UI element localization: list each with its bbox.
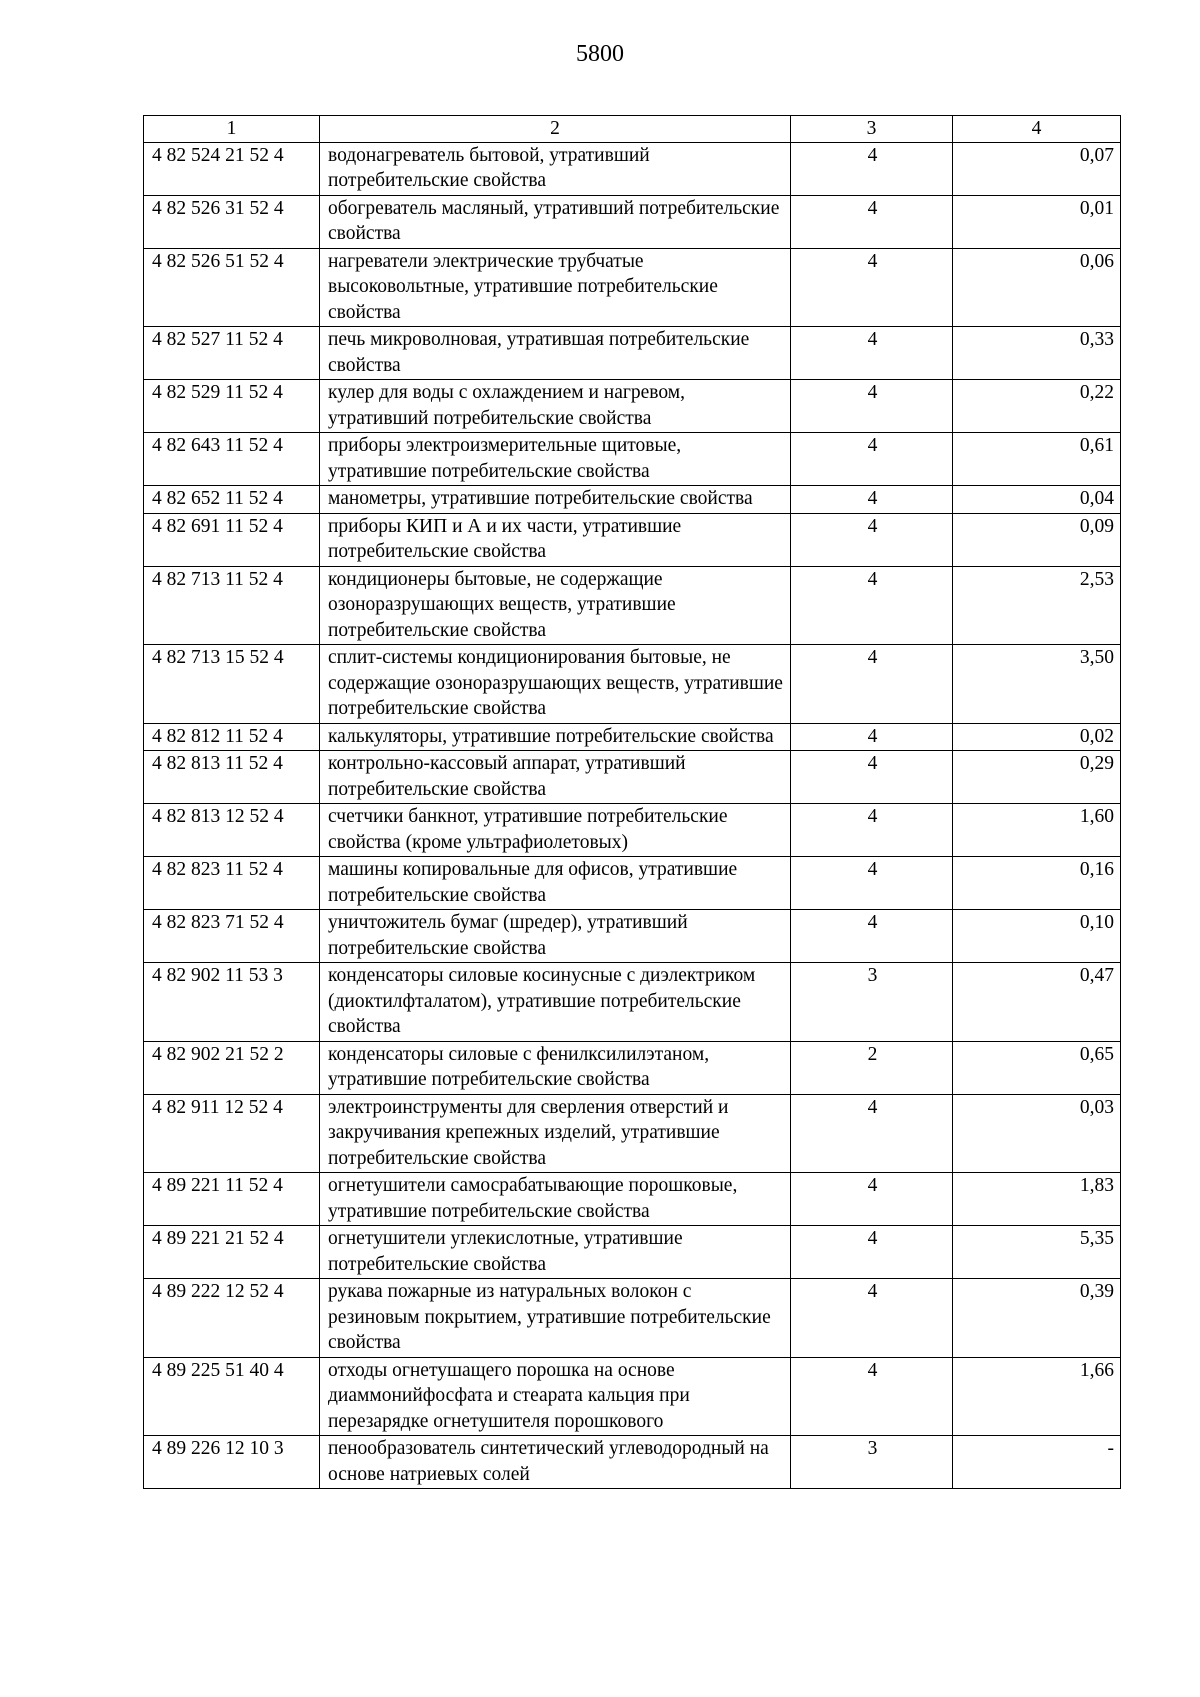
hazard-class-cell: 3 [791, 1436, 953, 1489]
waste-name-cell: водонагреватель бытовой, утративший потребительские свойства [320, 142, 791, 195]
hazard-class-cell: 4 [791, 1173, 953, 1226]
waste-name-cell: кондиционеры бытовые, не содержащие озоноразрушающих веществ, утратившие потребительские свойства [320, 566, 791, 645]
hazard-class-cell: 4 [791, 380, 953, 433]
table-row [144, 645, 1121, 724]
hazard-class-cell: 4 [791, 645, 953, 724]
waste-name-cell: машины копировальные для офисов, утратившие потребительские свойства [320, 857, 791, 910]
page-number: 5800 [576, 41, 624, 67]
table-row [144, 804, 1121, 857]
value-cell: 0,04 [953, 486, 1121, 514]
value-cell: 0,16 [953, 857, 1121, 910]
value-cell: 0,06 [953, 248, 1121, 327]
hazard-class-cell: 4 [791, 195, 953, 248]
table-row [144, 857, 1121, 910]
waste-name-cell: манометры, утратившие потребительские свойства [320, 486, 791, 514]
value-cell: 3,50 [953, 645, 1121, 724]
hazard-class-cell: 4 [791, 910, 953, 963]
hazard-class-cell: 3 [791, 963, 953, 1042]
hazard-class-cell: 4 [791, 723, 953, 751]
table-row [144, 1226, 1121, 1279]
waste-name-cell: конденсаторы силовые с фенилксилилэтаном, утратившие потребительские свойства [320, 1041, 791, 1094]
column-header-4: 4 [953, 116, 1121, 143]
waste-name-cell: нагреватели электрические трубчатые высоковольтные, утратившие потребительские свойства [320, 248, 791, 327]
hazard-class-cell: 4 [791, 433, 953, 486]
hazard-class-cell: 4 [791, 1279, 953, 1358]
table-row [144, 1094, 1121, 1173]
table-row [144, 248, 1121, 327]
waste-name-cell: огнетушители углекислотные, утратившие потребительские свойства [320, 1226, 791, 1279]
column-header-1: 1 [144, 116, 320, 143]
table-row [144, 142, 1121, 195]
hazard-class-cell: 4 [791, 248, 953, 327]
value-cell: 0,29 [953, 751, 1121, 804]
table-body [144, 142, 1121, 1489]
waste-name-cell: уничтожитель бумаг (шредер), утративший потребительские свойства [320, 910, 791, 963]
waste-name-cell: огнетушители самосрабатывающие порошковые, утратившие потребительские свойства [320, 1173, 791, 1226]
value-cell: 0,61 [953, 433, 1121, 486]
value-cell: 2,53 [953, 566, 1121, 645]
waste-code-cell: 4 82 823 11 52 4 [144, 857, 320, 910]
waste-code-cell: 4 82 902 21 52 2 [144, 1041, 320, 1094]
waste-code-cell: 4 89 226 12 10 3 [144, 1436, 320, 1489]
hazard-class-cell: 4 [791, 486, 953, 514]
table-row [144, 566, 1121, 645]
waste-code-cell: 4 89 221 21 52 4 [144, 1226, 320, 1279]
hazard-class-cell: 2 [791, 1041, 953, 1094]
table-row [144, 195, 1121, 248]
waste-code-cell: 4 89 225 51 40 4 [144, 1357, 320, 1436]
value-cell: 0,47 [953, 963, 1121, 1042]
hazard-class-cell: 4 [791, 857, 953, 910]
waste-name-cell: контрольно-кассовый аппарат, утративший потребительские свойства [320, 751, 791, 804]
hazard-class-cell: 4 [791, 1094, 953, 1173]
table-row [144, 380, 1121, 433]
waste-name-cell: приборы электроизмерительные щитовые, утратившие потребительские свойства [320, 433, 791, 486]
table-header-row [144, 116, 1121, 143]
waste-name-cell: счетчики банкнот, утратившие потребительские свойства (кроме ультрафиолетовых) [320, 804, 791, 857]
hazard-class-cell: 4 [791, 566, 953, 645]
column-header-3: 3 [791, 116, 953, 143]
waste-code-cell: 4 82 691 11 52 4 [144, 513, 320, 566]
table-row [144, 1436, 1121, 1489]
value-cell: 1,60 [953, 804, 1121, 857]
table-row [144, 751, 1121, 804]
waste-name-cell: пенообразователь синтетический углеводородный на основе натриевых солей [320, 1436, 791, 1489]
table-row [144, 910, 1121, 963]
waste-name-cell: приборы КИП и А и их части, утратившие потребительские свойства [320, 513, 791, 566]
table-row [144, 1041, 1121, 1094]
hazard-class-cell: 4 [791, 513, 953, 566]
hazard-class-cell: 4 [791, 1357, 953, 1436]
value-cell: 0,33 [953, 327, 1121, 380]
waste-name-cell: обогреватель масляный, утративший потребительские свойства [320, 195, 791, 248]
value-cell: 1,83 [953, 1173, 1121, 1226]
value-cell: 0,10 [953, 910, 1121, 963]
value-cell: - [953, 1436, 1121, 1489]
waste-code-cell: 4 82 527 11 52 4 [144, 327, 320, 380]
waste-code-cell: 4 82 524 21 52 4 [144, 142, 320, 195]
value-cell: 0,07 [953, 142, 1121, 195]
value-cell: 0,01 [953, 195, 1121, 248]
waste-code-cell: 4 82 813 12 52 4 [144, 804, 320, 857]
table-row [144, 433, 1121, 486]
waste-code-cell: 4 82 902 11 53 3 [144, 963, 320, 1042]
waste-code-cell: 4 82 652 11 52 4 [144, 486, 320, 514]
waste-name-cell: кулер для воды с охлаждением и нагревом, утративший потребительские свойства [320, 380, 791, 433]
hazard-class-cell: 4 [791, 327, 953, 380]
waste-name-cell: электроинструменты для сверления отверстий и закручивания крепежных изделий, утратившие потребительские свойства [320, 1094, 791, 1173]
waste-code-cell: 4 82 529 11 52 4 [144, 380, 320, 433]
waste-code-cell: 4 89 221 11 52 4 [144, 1173, 320, 1226]
value-cell: 0,02 [953, 723, 1121, 751]
waste-code-cell: 4 82 813 11 52 4 [144, 751, 320, 804]
table-row [144, 486, 1121, 514]
hazard-class-cell: 4 [791, 142, 953, 195]
waste-table [143, 115, 1121, 1489]
waste-code-cell: 4 82 643 11 52 4 [144, 433, 320, 486]
table-row [144, 1173, 1121, 1226]
waste-code-cell: 4 89 222 12 52 4 [144, 1279, 320, 1358]
value-cell: 5,35 [953, 1226, 1121, 1279]
waste-code-cell: 4 82 713 15 52 4 [144, 645, 320, 724]
waste-name-cell: печь микроволновая, утратившая потребительские свойства [320, 327, 791, 380]
hazard-class-cell: 4 [791, 1226, 953, 1279]
table-row [144, 963, 1121, 1042]
waste-code-cell: 4 82 526 51 52 4 [144, 248, 320, 327]
waste-code-cell: 4 82 823 71 52 4 [144, 910, 320, 963]
value-cell: 0,22 [953, 380, 1121, 433]
value-cell: 1,66 [953, 1357, 1121, 1436]
waste-code-cell: 4 82 911 12 52 4 [144, 1094, 320, 1173]
table-row [144, 327, 1121, 380]
hazard-class-cell: 4 [791, 804, 953, 857]
table-row [144, 513, 1121, 566]
table-row [144, 723, 1121, 751]
waste-name-cell: рукава пожарные из натуральных волокон с резиновым покрытием, утратившие потребительские свойства [320, 1279, 791, 1358]
table-row [144, 1357, 1121, 1436]
value-cell: 0,09 [953, 513, 1121, 566]
waste-name-cell: конденсаторы силовые косинусные с диэлектриком (диоктилфталатом), утратившие потребительские свойства [320, 963, 791, 1042]
waste-name-cell: сплит-системы кондиционирования бытовые, не содержащие озоноразрушающих веществ, утратившие потребительские свойства [320, 645, 791, 724]
table-row [144, 1279, 1121, 1358]
column-header-2: 2 [320, 116, 791, 143]
waste-name-cell: калькуляторы, утратившие потребительские свойства [320, 723, 791, 751]
waste-code-cell: 4 82 526 31 52 4 [144, 195, 320, 248]
value-cell: 0,65 [953, 1041, 1121, 1094]
waste-code-cell: 4 82 812 11 52 4 [144, 723, 320, 751]
waste-code-cell: 4 82 713 11 52 4 [144, 566, 320, 645]
waste-name-cell: отходы огнетушащего порошка на основе диаммонийфосфата и стеарата кальция при перезарядке огнетушителя порошкового [320, 1357, 791, 1436]
hazard-class-cell: 4 [791, 751, 953, 804]
value-cell: 0,03 [953, 1094, 1121, 1173]
value-cell: 0,39 [953, 1279, 1121, 1358]
